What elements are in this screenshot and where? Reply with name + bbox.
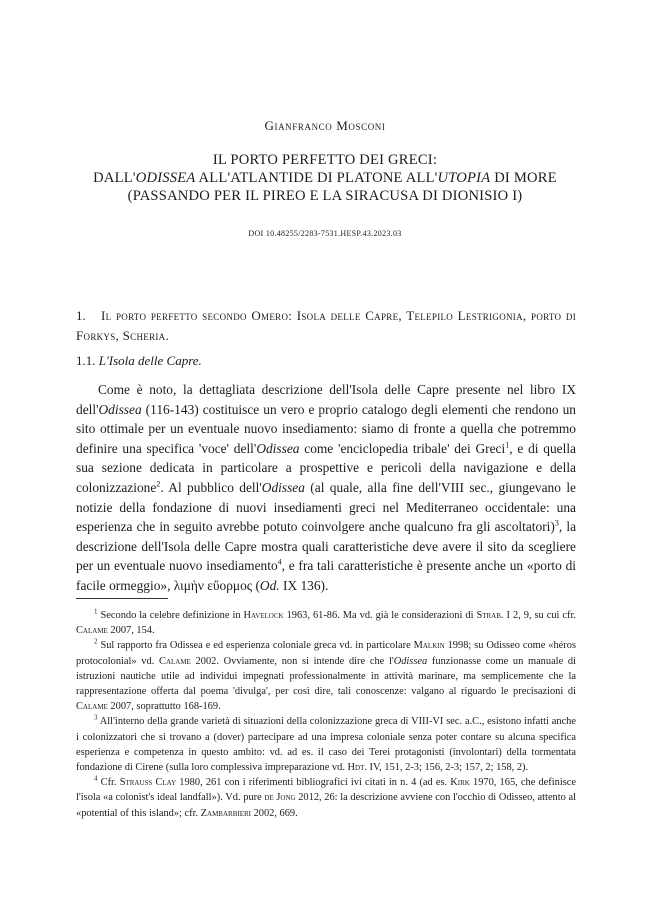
- text-run: All'interno della grande varietà di situazioni della colonizzazione greca di VIII-VI sec. a.C., esistono infatti anche i colonizzatori che si trovano a (dover) partecipare ad una impresa coloniale senza poter contare su alcuna specifica esperienza e competenza in questo ambito: vd. ad es. il caso dei Terei protagonisti (involontari) della tormentata fondazione di Cirene (sulla loro complessiva impreparazione vd.: [76, 716, 576, 774]
- footnote-1: [76, 608, 576, 638]
- footnote-number: 1: [94, 607, 98, 616]
- text-run: IV, 151, 2-3; 156, 2-3; 157, 2; 158, 2).: [366, 762, 529, 774]
- author-ref: Malkin: [413, 640, 445, 652]
- text-run: come 'enciclopedia tribale' dei Greci: [299, 440, 506, 456]
- title-italic-odissea: ODISSEA: [135, 170, 196, 186]
- footnotes: [76, 608, 576, 821]
- text-run: IX 136).: [279, 577, 329, 593]
- text-run: 2007, soprattutto 168-169.: [107, 701, 221, 713]
- text-run: , e fra tali caratteristiche è presente anche un «porto di facile ormeggio», λιμὴν εὔορμος (: [76, 558, 576, 593]
- author-ref: Calame: [76, 625, 108, 637]
- footnote-4: [76, 775, 576, 821]
- title-text: ALL'ATLANTIDE DI PLATONE ALL': [195, 170, 438, 186]
- title-text: DI MORE: [490, 170, 557, 186]
- footnote-ref[interactable]: 1: [505, 440, 510, 450]
- title-text: DALL': [93, 170, 136, 186]
- article-title: [40, 151, 610, 205]
- text-run: Secondo la celebre definizione in: [97, 610, 244, 621]
- author-ref: Zambarbieri: [200, 807, 251, 819]
- doi-line: DOI 10.48255/2283-7531.HESP.43.2023.03: [248, 229, 402, 238]
- subsection-heading: [76, 353, 202, 369]
- body-text: [76, 380, 576, 596]
- author-ref: Strauss Clay: [119, 777, 177, 789]
- author-ref: Kirk: [450, 777, 470, 789]
- text-run: Sul rapporto fra Odissea e ed esperienza coloniale greca vd. in particolare: [97, 640, 414, 652]
- text-run: Come è noto, la dettagliata descrizione dell'Isola delle Capre presente nel libro IX dell': [76, 382, 576, 417]
- text-run: , e di quella sua sezione dedicata in particolare a prospettive e pericoli della navigazione e della colonizzazione: [76, 440, 576, 495]
- italic-run: Odissea: [256, 440, 300, 456]
- title-italic-utopia: UTOPIA: [437, 170, 491, 186]
- footnote-ref[interactable]: 3: [554, 518, 559, 528]
- subsection-number: 1.1.: [76, 353, 96, 368]
- italic-run: Odissea: [393, 655, 428, 667]
- text-run: 1980, 261 con i riferimenti bibliografici ivi citati in n. 4 (ad es.: [176, 777, 451, 789]
- text-run: 1970, 165, che definisce l'isola «a colonist's ideal landfall»). Vd. pure: [76, 777, 576, 804]
- section-heading: [76, 306, 576, 345]
- author-name: Gianfranco Mosconi: [264, 118, 386, 133]
- text-run: . Al pubblico dell': [160, 479, 262, 495]
- italic-run: Odissea: [98, 401, 142, 417]
- text-run: 2002, 669.: [250, 807, 298, 819]
- text-run: 2012, 26: la descrizione avviene con l'occhio di Odisseo, attento al «potential of this island»; cfr.: [76, 792, 576, 819]
- text-run: 1963, 61-86. Ma vd. già le considerazioni di: [283, 610, 477, 621]
- author-ref: Havelock: [243, 610, 284, 621]
- section-number: 1.: [76, 308, 86, 323]
- paragraph: [76, 380, 576, 596]
- section-title: Il porto perfetto secondo Omero: Isola delle Capre, Telepilo Lestrigonia, porto di Forkys, Scheria.: [76, 308, 576, 343]
- text-run: (al quale, alla fine dell'VIII sec., giungevano le notizie della fondazione di nuovi insediamenti greci nel Mediterraneo occidentale: una esperienza che in seguito avrebbe potuto coinvolgere anche qualcuno fra gli ascoltatori): [76, 479, 576, 535]
- title-line-3: (PASSANDO PER IL PIREO E LA SIRACUSA DI DIONISIO I): [127, 188, 523, 204]
- text-run: 1998; su Odisseo come «héros protocolonial» vd.: [76, 640, 576, 667]
- title-line-2: [40, 169, 610, 187]
- text-run: 2007, 154.: [107, 625, 155, 637]
- footnote-divider: [76, 598, 168, 599]
- author-ref: Strab.: [476, 610, 504, 621]
- text-run: , la descrizione dell'Isola delle Capre mostra quali caratteristiche deve avere il sito da scegliere per un eventuale nuovo insediamento: [76, 519, 577, 574]
- author-ref: Hdt.: [347, 762, 367, 774]
- footnote-number: 2: [94, 637, 98, 646]
- text-run: Cfr.: [97, 777, 120, 789]
- author-ref: de Jong: [264, 792, 296, 804]
- footnote-number: 3: [94, 713, 98, 722]
- text-run: (116-143) costituisce un vero e proprio catalogo degli elementi che rendono un sito ottimale per un eventuale nuovo insediamento: siamo di fronte a quella che potremmo definire una specifica 'voce' dell': [76, 401, 576, 456]
- footnote-number: 4: [94, 774, 98, 783]
- author-ref: Calame: [76, 701, 108, 713]
- author-ref: Calame: [159, 655, 191, 667]
- title-line-1: IL PORTO PERFETTO DEI GRECI:: [212, 152, 438, 168]
- footnote-3: [76, 714, 576, 775]
- footnote-2: [76, 638, 576, 714]
- text-run: I 2, 9, su cui cfr.: [503, 610, 576, 621]
- text-run: funzionasse come un manuale di istruzioni nautiche utile ad individui impegnati professionalmente in attività marinare, ma semplicemente che la rappresentazione offerta dal poema 'divulga', per così dire, tali conoscenze: valgano al riguardo le precisazioni di: [76, 655, 576, 698]
- text-run: 2002. Ovviamente, non si intende dire che l': [190, 655, 394, 667]
- subsection-title: L'Isola delle Capre.: [98, 353, 202, 368]
- italic-run: Od.: [259, 577, 280, 593]
- footnote-ref[interactable]: 4: [277, 557, 282, 567]
- italic-run: Odissea: [261, 479, 305, 495]
- footnote-ref[interactable]: 2: [156, 479, 161, 489]
